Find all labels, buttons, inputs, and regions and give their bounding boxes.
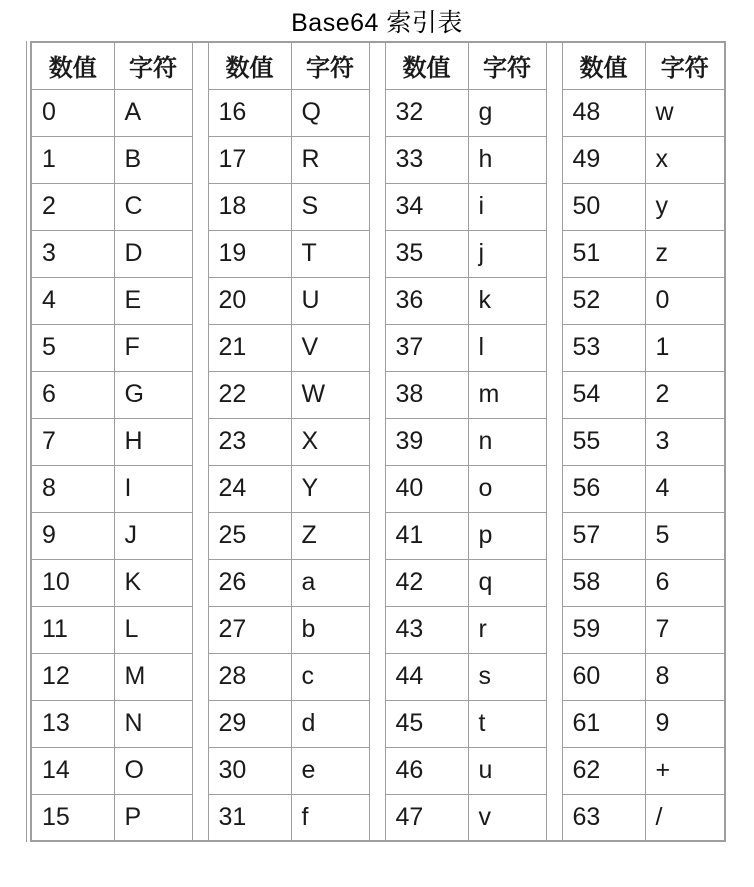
cell-value: 53 (562, 324, 645, 371)
cell-value: 8 (31, 465, 114, 512)
table-row (31, 794, 725, 841)
table-spacer-column (192, 371, 208, 418)
col-header-char: 字符 (291, 42, 369, 89)
cell-value: 57 (562, 512, 645, 559)
cell-value: 17 (208, 136, 291, 183)
table-spacer-column (546, 230, 562, 277)
cell-char: V (291, 324, 369, 371)
table-spacer-column (546, 89, 562, 136)
cell-value: 41 (385, 512, 468, 559)
table-row (31, 465, 725, 512)
cell-value: 40 (385, 465, 468, 512)
cell-char: 5 (645, 512, 725, 559)
table-spacer-column (369, 700, 385, 747)
cell-char: L (114, 606, 192, 653)
table-spacer-column (369, 230, 385, 277)
cell-value: 38 (385, 371, 468, 418)
cell-value: 31 (208, 794, 291, 841)
cell-value: 36 (385, 277, 468, 324)
cell-value: 28 (208, 653, 291, 700)
cell-char: g (468, 89, 546, 136)
cell-char: 3 (645, 418, 725, 465)
table-body (31, 42, 725, 841)
cell-char: 1 (645, 324, 725, 371)
cell-value: 18 (208, 183, 291, 230)
table-spacer-column (546, 418, 562, 465)
table-spacer-column (546, 653, 562, 700)
cell-value: 14 (31, 747, 114, 794)
cell-value: 42 (385, 559, 468, 606)
table-spacer-column (192, 183, 208, 230)
cell-char: / (645, 794, 725, 841)
cell-value: 15 (31, 794, 114, 841)
table-spacer-column (192, 42, 208, 89)
cell-value: 43 (385, 606, 468, 653)
cell-value: 30 (208, 747, 291, 794)
cell-char: o (468, 465, 546, 512)
table-spacer-column (369, 747, 385, 794)
cell-char: D (114, 230, 192, 277)
page-title: Base64 索引表 (291, 9, 463, 37)
table-spacer-column (369, 183, 385, 230)
table-row (31, 136, 725, 183)
cell-char: h (468, 136, 546, 183)
cell-value: 52 (562, 277, 645, 324)
cell-char: N (114, 700, 192, 747)
cell-char: r (468, 606, 546, 653)
cell-value: 56 (562, 465, 645, 512)
cell-char: C (114, 183, 192, 230)
cell-char: G (114, 371, 192, 418)
table-spacer-column (369, 465, 385, 512)
cell-value: 16 (208, 89, 291, 136)
table-row (31, 324, 725, 371)
cell-value: 21 (208, 324, 291, 371)
table-row (31, 512, 725, 559)
table-spacer-column (369, 371, 385, 418)
cell-value: 24 (208, 465, 291, 512)
table-spacer-column (369, 606, 385, 653)
cell-value: 10 (31, 559, 114, 606)
cell-char: y (645, 183, 725, 230)
cell-value: 12 (31, 653, 114, 700)
cell-value: 54 (562, 371, 645, 418)
cell-value: 0 (31, 89, 114, 136)
cell-char: j (468, 230, 546, 277)
cell-char: 8 (645, 653, 725, 700)
table-spacer-column (546, 371, 562, 418)
cell-char: u (468, 747, 546, 794)
cell-value: 50 (562, 183, 645, 230)
cell-char: b (291, 606, 369, 653)
table-row (31, 418, 725, 465)
cell-value: 11 (31, 606, 114, 653)
table-row (31, 89, 725, 136)
cell-value: 26 (208, 559, 291, 606)
cell-char: m (468, 371, 546, 418)
cell-char: O (114, 747, 192, 794)
cell-char: 7 (645, 606, 725, 653)
table-spacer-column (546, 559, 562, 606)
cell-value: 2 (31, 183, 114, 230)
table-spacer-column (369, 324, 385, 371)
cell-char: n (468, 418, 546, 465)
cell-char: w (645, 89, 725, 136)
table-spacer-column (192, 465, 208, 512)
cell-value: 20 (208, 277, 291, 324)
table-spacer-column (369, 512, 385, 559)
table-spacer-column (192, 277, 208, 324)
cell-char: Q (291, 89, 369, 136)
table-spacer-column (546, 324, 562, 371)
table-spacer-column (192, 512, 208, 559)
cell-char: 9 (645, 700, 725, 747)
cell-char: x (645, 136, 725, 183)
cell-value: 13 (31, 700, 114, 747)
cell-value: 29 (208, 700, 291, 747)
table-spacer-column (192, 700, 208, 747)
table-spacer-column (546, 136, 562, 183)
col-header-char: 字符 (645, 42, 725, 89)
cell-char: 4 (645, 465, 725, 512)
table-row (31, 559, 725, 606)
cell-value: 34 (385, 183, 468, 230)
cell-value: 59 (562, 606, 645, 653)
table-row (31, 277, 725, 324)
table-spacer-column (546, 277, 562, 324)
cell-char: K (114, 559, 192, 606)
table-spacer-column (369, 794, 385, 841)
table-spacer-column (546, 747, 562, 794)
cell-value: 27 (208, 606, 291, 653)
cell-char: z (645, 230, 725, 277)
cell-value: 62 (562, 747, 645, 794)
table-spacer-column (192, 230, 208, 277)
cell-char: A (114, 89, 192, 136)
table-row (31, 700, 725, 747)
col-header-char: 字符 (114, 42, 192, 89)
table-spacer-column (192, 606, 208, 653)
cell-value: 25 (208, 512, 291, 559)
cell-char: i (468, 183, 546, 230)
cell-value: 19 (208, 230, 291, 277)
cell-char: J (114, 512, 192, 559)
table-spacer-column (369, 418, 385, 465)
cell-char: W (291, 371, 369, 418)
table-spacer-column (546, 700, 562, 747)
cell-char: + (645, 747, 725, 794)
table-spacer-column (192, 747, 208, 794)
cell-char: Y (291, 465, 369, 512)
table-spacer-column (369, 89, 385, 136)
table-spacer-column (546, 183, 562, 230)
cell-char: S (291, 183, 369, 230)
cell-value: 4 (31, 277, 114, 324)
cell-char: l (468, 324, 546, 371)
cell-char: U (291, 277, 369, 324)
base64-index-table (30, 41, 726, 842)
cell-value: 7 (31, 418, 114, 465)
cell-char: R (291, 136, 369, 183)
cell-value: 49 (562, 136, 645, 183)
cell-value: 46 (385, 747, 468, 794)
cell-value: 45 (385, 700, 468, 747)
table-spacer-column (192, 794, 208, 841)
cell-char: v (468, 794, 546, 841)
cell-char: F (114, 324, 192, 371)
cell-value: 58 (562, 559, 645, 606)
col-header-value: 数值 (385, 42, 468, 89)
cell-value: 63 (562, 794, 645, 841)
table-spacer-column (192, 418, 208, 465)
cell-char: T (291, 230, 369, 277)
table-spacer-column (369, 277, 385, 324)
table-spacer-column (546, 794, 562, 841)
cell-value: 55 (562, 418, 645, 465)
cell-char: d (291, 700, 369, 747)
cell-char: a (291, 559, 369, 606)
cell-char: B (114, 136, 192, 183)
table-spacer-column (192, 653, 208, 700)
cell-value: 37 (385, 324, 468, 371)
cell-value: 39 (385, 418, 468, 465)
table-spacer-column (546, 465, 562, 512)
table-spacer-column (369, 653, 385, 700)
cell-char: s (468, 653, 546, 700)
table-row (31, 653, 725, 700)
table-row (31, 230, 725, 277)
cell-value: 48 (562, 89, 645, 136)
cell-value: 1 (31, 136, 114, 183)
table-spacer-column (546, 42, 562, 89)
cell-char: t (468, 700, 546, 747)
cell-char: P (114, 794, 192, 841)
cell-char: 2 (645, 371, 725, 418)
cell-value: 9 (31, 512, 114, 559)
table-spacer-column (192, 136, 208, 183)
cell-value: 61 (562, 700, 645, 747)
table-spacer-column (192, 324, 208, 371)
col-header-value: 数值 (208, 42, 291, 89)
table-spacer-column (369, 136, 385, 183)
table-spacer-column (369, 559, 385, 606)
table-row (31, 747, 725, 794)
table-row (31, 371, 725, 418)
cell-char: c (291, 653, 369, 700)
cell-value: 23 (208, 418, 291, 465)
cell-value: 32 (385, 89, 468, 136)
table-row (31, 183, 725, 230)
table-row (31, 606, 725, 653)
table-spacer-column (369, 42, 385, 89)
cell-value: 3 (31, 230, 114, 277)
cell-value: 35 (385, 230, 468, 277)
cell-value: 22 (208, 371, 291, 418)
cell-char: X (291, 418, 369, 465)
cell-value: 60 (562, 653, 645, 700)
document-page (0, 6, 754, 847)
table-left-outline (26, 41, 726, 842)
cell-char: H (114, 418, 192, 465)
cell-value: 51 (562, 230, 645, 277)
cell-value: 33 (385, 136, 468, 183)
cell-char: Z (291, 512, 369, 559)
cell-char: k (468, 277, 546, 324)
cell-char: 6 (645, 559, 725, 606)
cell-char: f (291, 794, 369, 841)
table-spacer-column (192, 89, 208, 136)
cell-value: 47 (385, 794, 468, 841)
header-row (31, 42, 725, 89)
cell-char: M (114, 653, 192, 700)
cell-char: 0 (645, 277, 725, 324)
col-header-value: 数值 (562, 42, 645, 89)
table-spacer-column (192, 559, 208, 606)
cell-char: e (291, 747, 369, 794)
table-spacer-column (546, 512, 562, 559)
cell-char: p (468, 512, 546, 559)
cell-value: 6 (31, 371, 114, 418)
col-header-char: 字符 (468, 42, 546, 89)
cell-value: 5 (31, 324, 114, 371)
cell-char: q (468, 559, 546, 606)
table-spacer-column (546, 606, 562, 653)
cell-char: I (114, 465, 192, 512)
cell-value: 44 (385, 653, 468, 700)
cell-char: E (114, 277, 192, 324)
col-header-value: 数值 (31, 42, 114, 89)
